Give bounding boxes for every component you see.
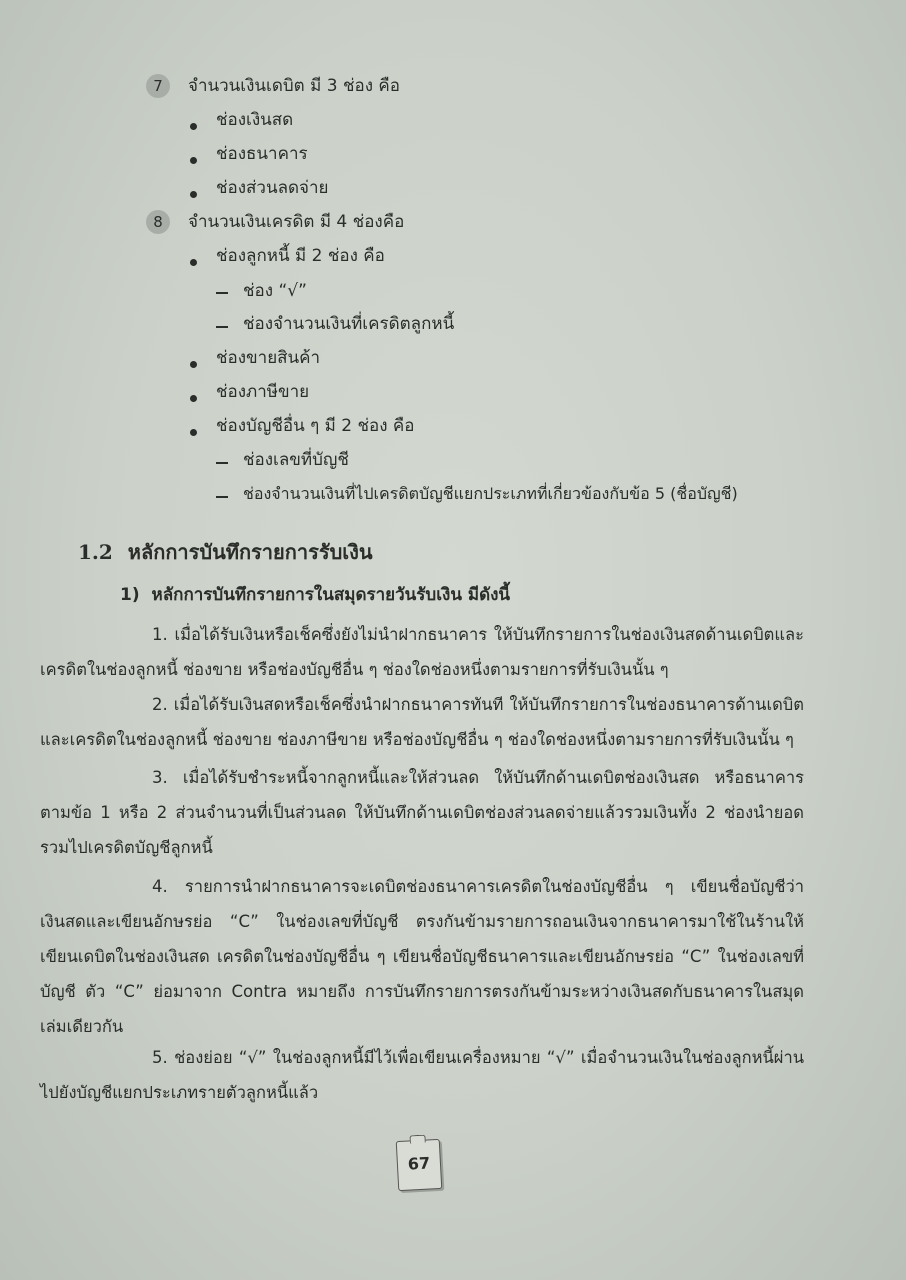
list-item-7-text: จำนวนเงินเดบิต มี 3 ช่อง คือ [188,76,400,96]
dash-icon [216,326,228,328]
bullet-icon [190,123,197,130]
paragraph-1: 1. เมื่อได้รับเงินหรือเช็คซึ่งยังไม่นำฝากธนาคาร ให้บันทึกรายการในช่องเงินสดด้านเดบิตและเครดิตในช่องลูกหนี้ ช่องขาย หรือช่องบัญชีอื่น ๆ ช่องใดช่องหนึ่งตามรายการที่รับเงินนั้น ๆ [40,625,804,679]
paragraph-4: 4. รายการนำฝากธนาคารจะเดบิตช่องธนาคารเครดิตในช่องบัญชีอื่น ๆ เขียนชื่อบัญชีว่าเงินสดและเขียนอักษรย่อ “C” ในช่องเลขที่บัญชี ตรงกันข้ามรายการถอนเงินจากธนาคารมาใช้ในร้านให้เขียนเดบิตในช่องเงินสด เครดิตในช่องบัญชีอื่น ๆ เขียนชื่อบัญชีธนาคารและเขียนอักษรย่อ “C” ในช่องเลขที่บัญชี ตัว “C” ย่อมาจาก Contra หมายถึง การบันทึกรายการตรงกันข้ามระหว่างเงินสดกับธนาคารในสมุดเล่มเดียวกัน [40,877,804,1036]
subsection-heading [120,581,510,608]
bullet-item-bank: ช่องธนาคาร [216,144,308,164]
bullet-icon [190,157,197,164]
section-number: 1.2 [78,540,113,564]
bullet-icon [190,361,197,368]
bullet-icon [190,395,197,402]
paragraph-3: 3. เมื่อได้รับชำระหนี้จากลูกหนี้และให้ส่วนลด ให้บันทึกด้านเดบิตช่องเงินสด หรือธนาคารตามข้อ 1 หรือ 2 ส่วนจำนวนที่เป็นส่วนลด ให้บันทึกด้านเดบิตช่องส่วนลดจ่ายแล้วรวมเงินทั้ง 2 ช่องนำยอดรวมไปเครดิตบัญชีลูกหนี้ [40,768,804,857]
section-heading [78,536,373,568]
bullet-item-sales: ช่องขายสินค้า [216,348,321,368]
bullet-item-discount: ช่องส่วนลดจ่าย [216,178,329,198]
sub-item-check-column: ช่อง “√” [243,281,307,301]
page-number-badge [396,1139,443,1191]
bullet-item-debtor: ช่องลูกหนี้ มี 2 ช่อง คือ [216,246,385,266]
clipboard-icon [409,1135,425,1144]
sub-item-credit-amount: ช่องจำนวนเงินที่ไปเครดิตบัญชีแยกประเภทที่เกี่ยวข้องกับข้อ 5 (ชื่อบัญชี) [243,484,738,503]
dash-icon [216,292,228,294]
list-item-8-text: จำนวนเงินเครดิต มี 4 ช่องคือ [188,212,405,232]
paragraph-2: 2. เมื่อได้รับเงินสดหรือเช็คซึ่งนำฝากธนาคารทันที ให้บันทึกรายการในช่องธนาคารด้านเดบิตและเครดิตในช่องลูกหนี้ ช่องขาย ช่องภาษีขาย หรือช่องบัญชีอื่น ๆ ช่องใดช่องหนึ่งตามรายการที่รับเงินนั้น ๆ [40,695,804,749]
page-number: 67 [407,1153,431,1174]
list-number-badge-8: 8 [146,210,170,234]
list-number-badge-7: 7 [146,74,170,98]
section-title: หลักการบันทึกรายการรับเงิน [127,540,373,564]
sub-item-account-number: ช่องเลขที่บัญชี [243,450,349,470]
bullet-item-sales-tax: ช่องภาษีขาย [216,382,310,402]
subsection-title: หลักการบันทึกรายการในสมุดรายวันรับเงิน มีดังนี้ [151,585,511,605]
bullet-icon [190,191,197,198]
bullet-item-other-accounts: ช่องบัญชีอื่น ๆ มี 2 ช่อง คือ [216,416,415,436]
sub-item-debtor-amount: ช่องจำนวนเงินที่เครดิตลูกหนี้ [243,314,455,334]
subsection-label: 1) [120,585,140,605]
dash-icon [216,462,228,464]
bullet-icon [190,429,197,436]
dash-icon [216,496,228,498]
bullet-item-cash: ช่องเงินสด [216,110,294,130]
bullet-icon [190,259,197,266]
paragraph-5: 5. ช่องย่อย “√” ในช่องลูกหนี้มีไว้เพื่อเขียนเครื่องหมาย “√” เมื่อจำนวนเงินในช่องลูกหนี้ผ่านไปยังบัญชีแยกประเภทรายตัวลูกหนี้แล้ว [40,1048,804,1102]
